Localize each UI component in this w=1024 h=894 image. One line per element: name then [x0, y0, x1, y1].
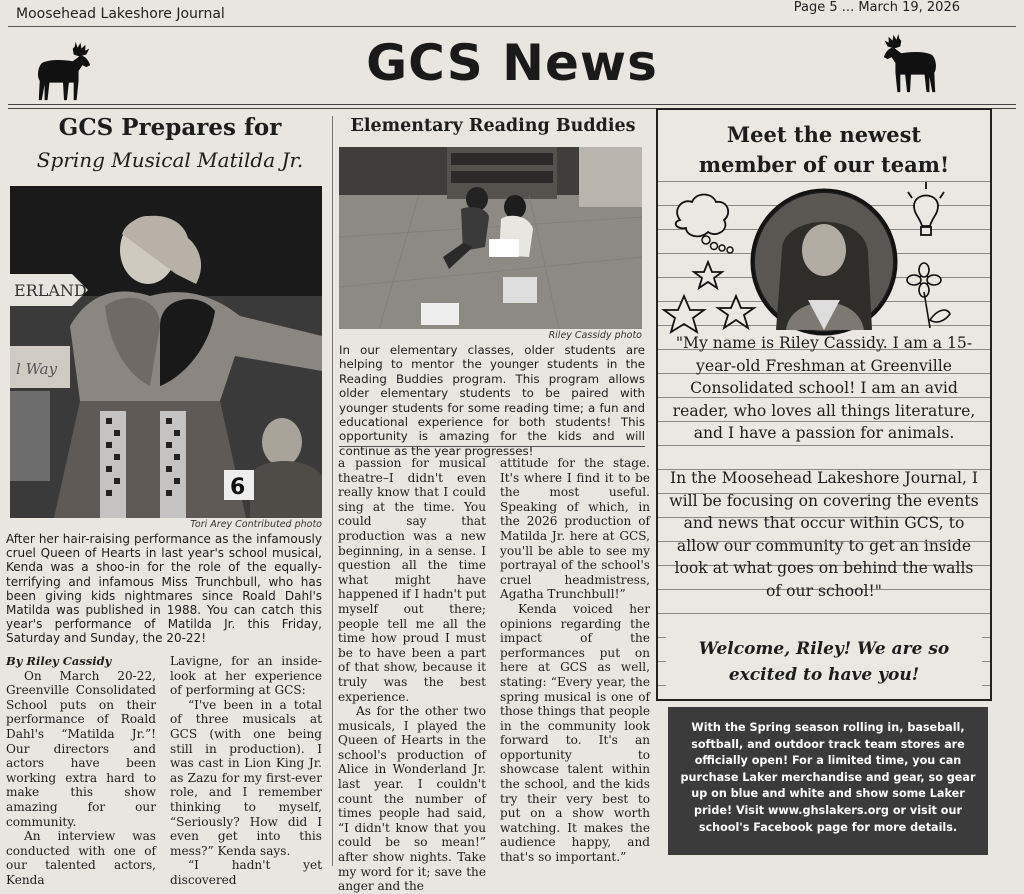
section-title: GCS News: [366, 34, 658, 92]
team-headline: Meet the newest: [658, 122, 990, 147]
masthead-divider: [8, 26, 1016, 27]
sports-ad: With the Spring season rolling in, baseball, softball, and outdoor track team stores are officially open! For a limited time, you can purchase Laker merchandise and gear, so gear up on blue and white and show some Laker pride! Visit www.ghslakers.org or visit our school's Facebook page for more details.: [668, 707, 988, 855]
column-divider: [332, 116, 333, 866]
musical-caption: After her hair-raising performance as the infamously cruel Queen of Hearts in last year's school musical, Kenda was a shoo-in for the role of the equally-terrifying and infamous Miss Trunchbull, who has been giving kids nightmares since Roald Dahl's Matilda was published in 1988. You can catch this year's performance of Matilda Jr. this Friday, Saturday and Sunday, the 20-22!: [6, 532, 322, 646]
musical-headline: GCS Prepares for: [58, 114, 282, 141]
photo-credit: Riley Cassidy photo: [548, 330, 642, 341]
photo-sign-text: ERLAND: [14, 281, 87, 300]
article-column-4: [500, 456, 650, 865]
musical-subheadline: Spring Musical Matilda Jr.: [36, 148, 304, 172]
paragraph: a passion for musical theatre–I didn't even really know that I could sing at the time. You could say that production was a new beginning, in a sense. I question all the time what might have happened if I hadn't put myself out there; people tell me all the time how proud I must be to have been a part of that show, because it truly was the best experience.: [338, 456, 486, 704]
section-divider: [339, 446, 645, 447]
article-column-1: [6, 654, 156, 888]
reading-photo: [339, 147, 642, 329]
byline: By Riley Cassidy: [6, 654, 112, 668]
photo-sign-text: l Way: [16, 360, 58, 378]
title-rule: [8, 104, 1016, 105]
flower-doodle-icon: [907, 263, 950, 328]
photo-credit: Tori Arey Contributed photo: [190, 519, 322, 530]
welcome-message: Welcome, Riley! We are so excited to have you!: [666, 636, 982, 688]
paper-name: Moosehead Lakeshore Journal: [16, 6, 225, 22]
new-member-box: [656, 108, 992, 701]
paragraph: Kenda voiced her opinions regarding the impact of the performances put on here at GCS as well, stating: “Every year, the spring musical is one of those things that people in the community look forward to. It's an opportunity to showcase talent within the school, and the kids try their very best to put on a show worth watching. It makes the audience happy, and that's so important.”: [500, 601, 650, 865]
star-doodle-icon: [664, 262, 754, 332]
riley-quote: "My name is Riley Cassidy. I am a 15-year-old Freshman at Greenville Consolidated school! I am an avid reader, who loves all things literature, and I have a passion for animals.: [672, 334, 976, 442]
cloud-doodle-icon: [676, 195, 733, 254]
riley-quote: In the Moosehead Lakeshore Journal, I will be focusing on covering the events and news that occur within GCS, to allow our community to get an inside look at what goes on behind the walls of our school!": [669, 469, 979, 600]
paragraph: “I've been in a total of three musicals at GCS (with one being still in production). I was cast in Lion King Jr. as Zazu for my first-ever role, and I remember thinking to myself, “Seriously? How did I even get into this mess?” Kenda says.: [170, 697, 322, 858]
paragraph: On March 20-22, Greenville Consolidated School puts on their performance of Roald Dahl's “Matilda Jr.”! Our directors and actors have been working extra hard to make this show amazing for our community.: [6, 668, 156, 829]
doodle-area: [658, 180, 990, 340]
photo-sign-text: 6: [230, 475, 246, 500]
paragraph: attitude for the stage. It's where I find it to be the most useful. Speaking of which, in the 2026 production of Matilda Jr. here at GCS, you'll be able to see my portrayal of the school's cruel headmistress, Agatha Trunchbull!”: [500, 456, 650, 602]
paragraph: Lavigne, for an inside-look at her experience of performing at GCS:: [170, 654, 322, 698]
team-headline: member of our team!: [658, 152, 990, 177]
reading-caption: In our elementary classes, older students are helping to mentor the younger students in the Reading Buddies program. This program allows older elementary students to be paired with younger students for some reading time; a fun and educational experience for both students! This opportunity is amazing for the kids and will continue as the year progresses!: [339, 343, 645, 458]
page-info: Page 5 ... March 19, 2026: [793, 0, 960, 15]
lightbulb-doodle-icon: [908, 182, 944, 235]
article-column-3: [338, 456, 486, 894]
paragraph: An interview was conducted with one of our talented actors, Kenda: [6, 829, 156, 887]
paragraph: As for the other two musicals, I played the Queen of Hearts in the school's production of Alice in Wonderland Jr. last year. I couldn't count the number of times people had said, “I didn't know that you could be so mean!” after show nights. Take my word for it; save the anger and the: [338, 704, 486, 894]
paragraph: “I hadn't yet discovered: [170, 858, 322, 887]
reading-headline: Elementary Reading Buddies: [350, 116, 636, 136]
article-column-2: [170, 654, 322, 888]
musical-photo: [10, 186, 322, 518]
